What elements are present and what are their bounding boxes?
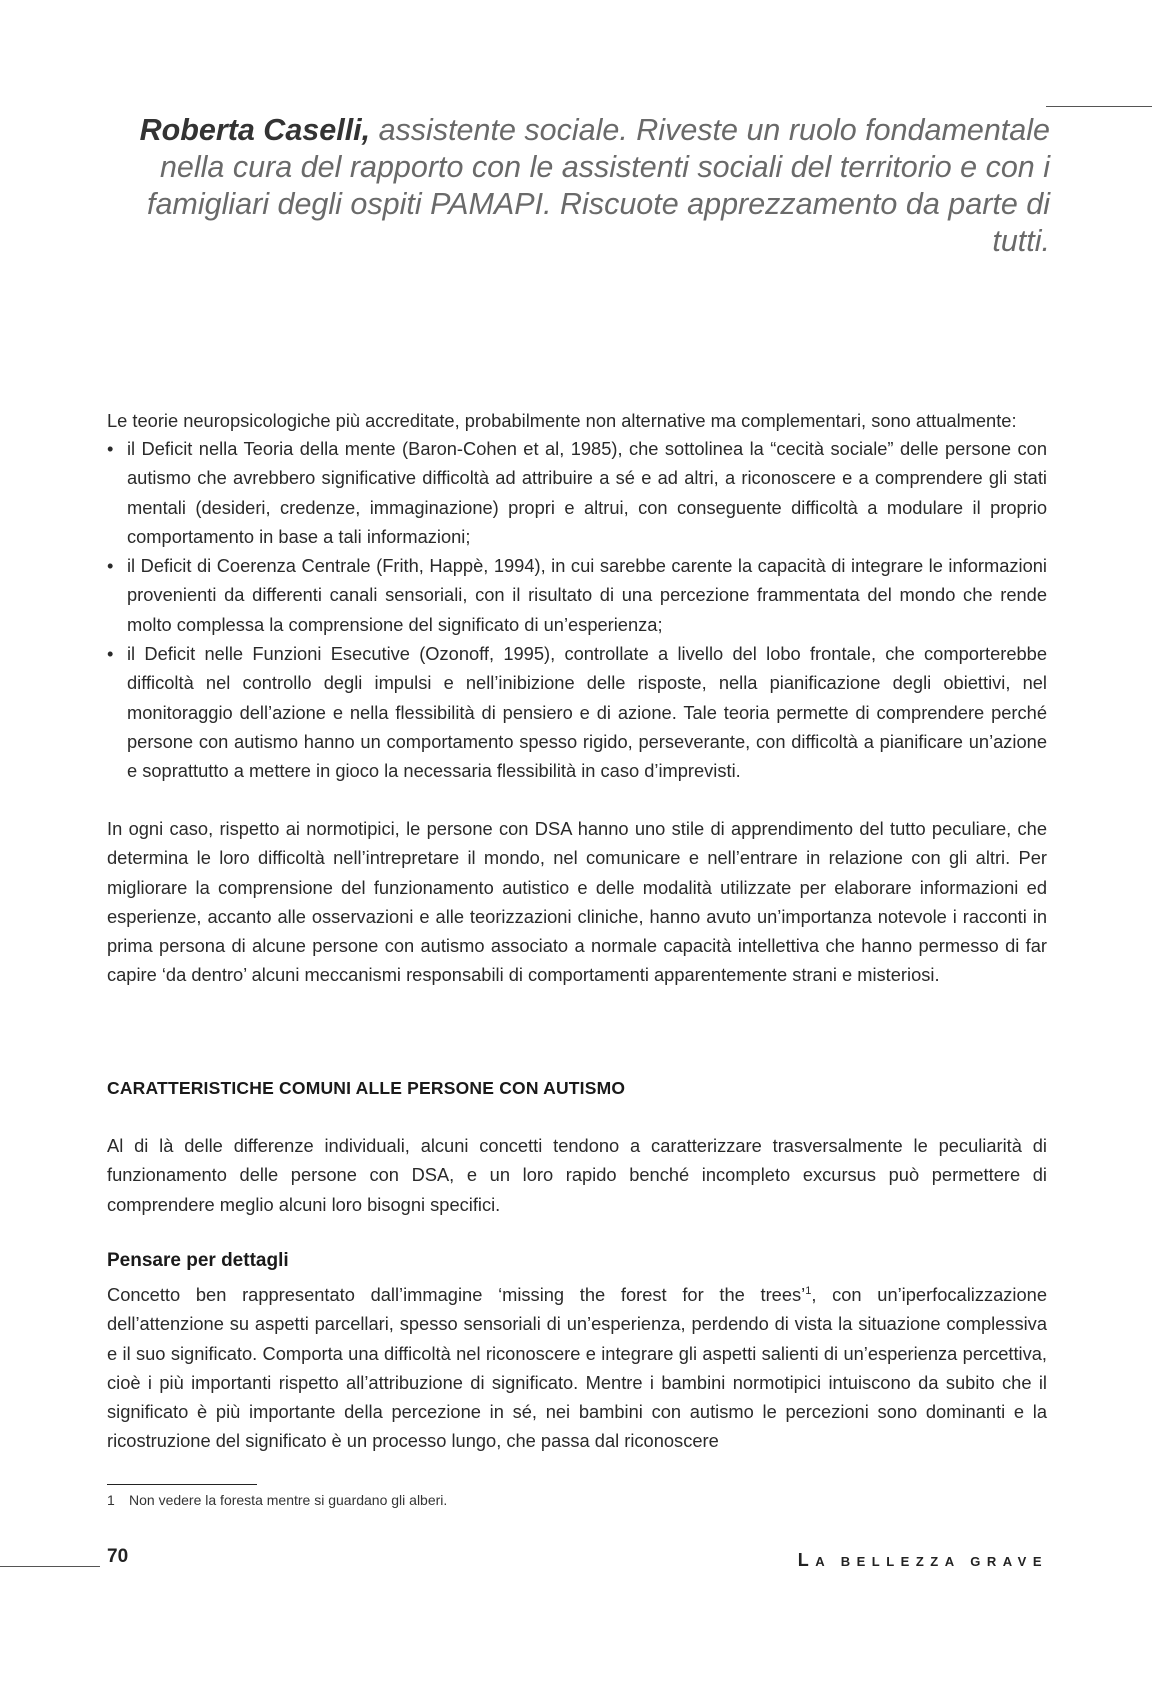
bullet-icon: • <box>107 643 114 665</box>
list-item <box>107 551 1047 639</box>
theory-list <box>107 434 1047 786</box>
quote-author: Roberta Caselli, <box>139 113 371 147</box>
footer-rule <box>0 1566 100 1567</box>
running-title-rest: A BELLEZZA GRAVE <box>815 1554 1048 1569</box>
paragraph-details-start: Concetto ben rappresentato dall’immagine ‘missing the forest for the trees’ <box>107 1284 806 1305</box>
list-item-text: il Deficit nella Teoria della mente (Baron-Cohen et al, 1985), che sottolinea la “cecità sociale” delle persone con autismo che avrebbero significative difficoltà ad attribuire a sé e ad altri, a riconoscere e a comprendere gli stati mentali (desideri, credenze, immaginazione) propri e altrui, con conseguente difficoltà a modulare il proprio comportamento in base a tali informazioni; <box>127 438 1047 547</box>
running-title-initial: L <box>797 1550 816 1570</box>
list-item-text: il Deficit nelle Funzioni Esecutive (Ozonoff, 1995), controllate a livello del lobo frontale, che comporterebbe difficoltà nel controllo degli impulsi e nell’inibizione delle risposte, nella pianificazione degli obiettivi, nel monitoraggio dell’azione e nella flessibilità di pensiero e di azione. Tale teoria permette di comprendere perché persone con autismo hanno un comportamento spesso rigido, perseverante, con difficoltà a pianificare un’azione e soprattutto a mettere in gioco la necessaria flessibilità in caso d’imprevisti. <box>127 643 1047 782</box>
section-heading: CARATTERISTICHE COMUNI ALLE PERSONE CON AUTISMO <box>107 1078 626 1098</box>
intro-paragraph: Le teorie neuropsicologiche più accreditate, probabilmente non alternative ma complementari, sono attualmente: <box>107 410 1017 431</box>
paragraph-learning-style: In ogni caso, rispetto ai normotipici, le persone con DSA hanno uno stile di apprendimento del tutto peculiare, che determina le loro difficoltà nell’intrepretare il mondo, nel comunicare e nell’entrare in relazione con gli altri. Per migliorare la comprensione del funzionamento autistico e delle modalità utilizzate per elaborare informazioni ed esperienze, accanto alle osservazioni e alle teorizzazioni cliniche, hanno avuto un’importanza notevole i racconti in prima persona di alcune persone con autismo associato a normale capacità intellettiva che hanno permesso di far capire ‘da dentro’ alcuni meccanismi responsabili di comportamenti apparentemente strani e misteriosi. <box>107 818 1047 986</box>
paragraph-common-traits: Al di là delle differenze individuali, alcuni concetti tendono a caratterizzare trasversalmente le peculiarità di funzionamento delle persone con DSA, e un loro rapido benché incompleto excursus può permettere di comprendere meglio alcuni loro bisogni specifici. <box>107 1135 1047 1215</box>
bullet-icon: • <box>107 438 114 459</box>
list-item-text: il Deficit di Coerenza Centrale (Frith, Happè, 1994), in cui sarebbe carente la capacità di integrare le informazioni provenienti da differenti canali sensoriali, con il risultato di una percezione frammentata del mondo che rende molto complessa la comprensione del significato di un’esperienza; <box>127 555 1047 635</box>
pull-quote <box>100 112 1050 260</box>
footnote-reference[interactable]: 1 <box>805 1284 812 1297</box>
list-item <box>107 434 1047 551</box>
quote-text: assistente sociale. Riveste un ruolo fondamentale nella cura del rapporto con le assistenti sociali del territorio e con i famigliari degli ospiti PAMAPI. Riscuote apprezzamento da parte di tutti. <box>146 113 1050 258</box>
page-number: 70 <box>107 1546 129 1567</box>
footnote-rule <box>107 1484 257 1485</box>
paragraph-details-rest: , con un’iperfocalizzazione dell’attenzione su aspetti parcellari, spesso sensoriali di un’esperienza, perdendo di vista la situazione complessiva e il suo significato. Comporta una difficoltà nel riconoscere e integrare gli aspetti salienti di un’esperienza percettiva, cioè i più importanti rispetto all’attribuzione di significato. Mentre i bambini normotipici intuiscono da subito che il significato è più importante della percezione in sé, nei bambini con autismo le percezioni sono dominanti e la ricostruzione del significato è un processo lungo, che passa dal riconoscere <box>107 1284 1047 1452</box>
footnote-text: Non vedere la foresta mentre si guardano gli alberi. <box>129 1492 448 1508</box>
footnote <box>107 1492 447 1508</box>
sub-heading: Pensare per dettagli <box>107 1250 289 1271</box>
footnote-number: 1 <box>107 1492 115 1508</box>
running-title <box>798 1550 1048 1571</box>
paragraph-details <box>107 1280 1047 1456</box>
bullet-icon: • <box>107 555 114 577</box>
list-item <box>107 639 1047 785</box>
header-rule <box>1046 106 1152 107</box>
